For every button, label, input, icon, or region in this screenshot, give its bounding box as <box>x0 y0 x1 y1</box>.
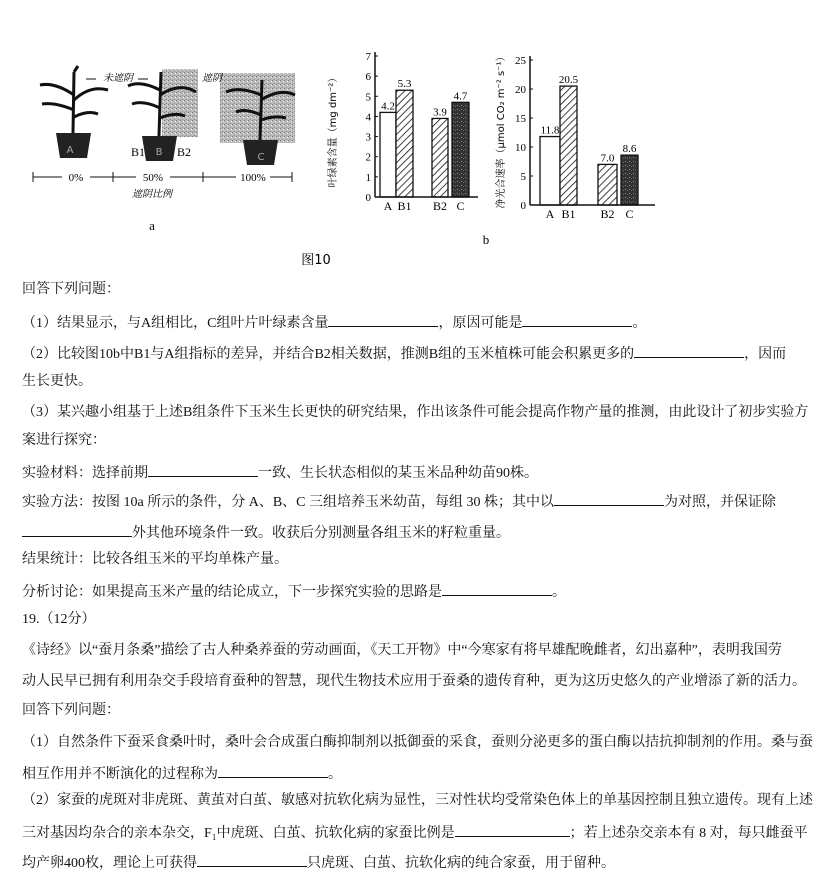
answer-blank[interactable] <box>148 462 258 477</box>
value-label: 4.2 <box>381 100 395 113</box>
value-label: 4.7 <box>453 90 468 103</box>
y-axis-label: 净光合速率（μmol CO₂ m⁻² s⁻¹） <box>496 51 507 209</box>
y-tick-label: 4 <box>365 111 371 124</box>
text-segment: ，原因可能是 <box>438 316 523 331</box>
text-segment: （3）某兴趣小组基于上述B组条件下玉米生长更快的研究结果，作出该条件可能会提高作物产量的推测，由此设计了初步实验方 <box>22 405 809 420</box>
answer-blank[interactable] <box>522 312 632 327</box>
b1-label: B1 <box>130 145 146 159</box>
y-tick-label: 3 <box>365 131 371 144</box>
text-line <box>22 462 817 483</box>
plant-a-icon <box>40 66 108 133</box>
text-line <box>22 792 817 810</box>
pot-label: A <box>66 145 74 156</box>
answer-blank[interactable] <box>442 581 552 596</box>
y-axis-label: 叶绿素含量（mg dm⁻²） <box>328 72 339 188</box>
text-line <box>22 551 817 569</box>
y-tick-label: 7 <box>365 51 371 63</box>
category-label: A <box>545 207 555 221</box>
y-tick-label: 5 <box>520 171 526 183</box>
ratio-label: 100% <box>240 172 266 184</box>
text-segment: 外其他环境条件一致。收获后分别测量各组玉米的籽粒重量。 <box>132 526 510 541</box>
text-segment: ；若上述杂交亲本有 8 对，每只雌蚕平 <box>569 826 808 841</box>
bar-b1 <box>396 90 413 197</box>
bar-b2 <box>598 164 617 205</box>
figure-10 <box>0 0 835 275</box>
pot-label: C <box>257 152 265 163</box>
text-segment: 案进行探究： <box>22 433 106 448</box>
category-label: B2 <box>432 199 448 213</box>
text-segment: 相互作用并不断演化的过程称为 <box>22 767 218 782</box>
text-line <box>22 491 817 512</box>
ratio-label: 50% <box>142 172 164 184</box>
y-tick-label: 6 <box>365 71 371 84</box>
bar-c <box>621 155 638 205</box>
text-segment: 生长更快。 <box>22 374 92 389</box>
full-shade-screen <box>220 73 295 143</box>
text-line <box>22 702 817 720</box>
text-segment: 回答下列问题： <box>22 282 120 297</box>
text-line <box>22 522 817 543</box>
text-line <box>22 852 817 873</box>
text-segment: （2）家蚕的虎斑对非虎斑、黄茧对白茧、敏感对抗软化病为显性，三对性状均受常染色体上的单基因控制且独立遗传。现有上述 <box>22 793 813 808</box>
y-tick-label: 1 <box>365 171 371 184</box>
y-tick-label: 10 <box>515 142 526 154</box>
chlorophyll-chart <box>326 51 478 213</box>
text-segment: 为对照，并保证除 <box>664 495 776 510</box>
y-tick-label: 20 <box>515 84 526 96</box>
text-segment: 。 <box>552 585 566 600</box>
text-line <box>22 343 817 364</box>
pot-a <box>56 133 91 158</box>
y-tick-label: 25 <box>515 55 526 67</box>
text-line <box>22 642 817 660</box>
category-label: B2 <box>600 207 615 221</box>
category-label: B1 <box>397 199 412 213</box>
text-line <box>22 581 817 602</box>
value-label: 8.6 <box>622 143 637 156</box>
answer-blank[interactable] <box>22 522 132 537</box>
y-tick-label: 2 <box>365 151 371 164</box>
category-label: C <box>625 207 634 221</box>
ratio-label: 0% <box>68 172 84 184</box>
text-segment: 一致、生长状态相似的某玉米品种幼苗90株。 <box>258 466 538 481</box>
category-label: B1 <box>561 207 576 221</box>
text-segment: 三对基因均杂合的亲本杂交，F₁中虎斑、白茧、抗软化病的家蚕比例是 <box>22 826 455 841</box>
value-label: 7.0 <box>600 152 615 165</box>
y-tick-label: 5 <box>365 91 371 104</box>
y-tick-label: 0 <box>365 192 371 204</box>
bar-a <box>380 112 396 197</box>
text-segment: （2）比较图10b中B1与A组指标的差异，并结合B2相关数据，推测B组的玉米植株可能会积累更多的 <box>22 347 635 362</box>
answer-blank[interactable] <box>554 491 664 506</box>
text-line <box>22 373 817 391</box>
text-segment: 。 <box>328 767 342 782</box>
answer-blank[interactable] <box>197 852 307 867</box>
text-segment: （1）结果显示，与A组相比，C组叶片叶绿素含量 <box>22 316 329 331</box>
text-segment: 回答下列问题： <box>22 703 120 718</box>
text-line <box>22 404 817 422</box>
answer-blank[interactable] <box>455 822 570 837</box>
category-label: A <box>383 199 393 213</box>
figure-caption: 图10 <box>301 253 331 268</box>
text-line <box>22 432 817 450</box>
text-line <box>22 611 817 629</box>
value-label: 11.8 <box>540 124 560 137</box>
text-segment: 实验材料：选择前期 <box>22 466 148 481</box>
answer-blank[interactable] <box>634 343 744 358</box>
y-tick-label: 0 <box>520 200 526 212</box>
value-label: 3.9 <box>433 106 447 119</box>
bar-b1 <box>560 86 577 205</box>
text-line <box>22 673 817 691</box>
text-segment: 《诗经》以“蚕月条桑”描绘了古人种桑养蚕的劳动画面，《天工开物》中“今寒家有将早雄配晚雌者，幻出嘉种”，表明我国劳 <box>22 643 782 658</box>
text-segment: （1）自然条件下蚕采食桑叶时，桑叶会合成蛋白酶抑制剂以抵御蚕的采食，蚕则分泌更多的蛋白酶以拮抗抑制剂的作用。桑与蚕 <box>22 735 813 750</box>
text-segment: 动人民早已拥有利用杂交手段培育蚕种的智慧，现代生物技术应用于蚕桑的遗传育种，更为这历史悠久的产业增添了新的活力。 <box>22 674 806 689</box>
half-shade-screen <box>162 69 198 137</box>
pot-label: B <box>155 147 163 158</box>
text-line <box>22 822 817 843</box>
value-label: 5.3 <box>397 78 412 91</box>
text-segment: 。 <box>632 316 647 331</box>
value-label: 20.5 <box>558 74 579 87</box>
y-tick-label: 15 <box>515 113 526 125</box>
text-segment: 19.（12分） <box>22 612 96 627</box>
text-line <box>22 763 817 784</box>
answer-blank[interactable] <box>218 763 328 778</box>
shaded-label: 遮阴 <box>202 73 222 84</box>
text-segment: 均产卵400枚，理论上可获得 <box>22 856 197 871</box>
text-line <box>22 734 817 752</box>
text-segment: 只虎斑、白茧、抗软化病的纯合家蚕，用于留种。 <box>307 856 615 871</box>
bar-a <box>540 137 560 205</box>
text-line <box>22 281 817 299</box>
bar-c <box>452 102 469 197</box>
panel-b-label: b <box>482 232 490 247</box>
answer-blank[interactable] <box>328 312 438 327</box>
category-label: C <box>456 199 465 213</box>
unshaded-label: 未遮阴 <box>103 73 133 84</box>
text-segment: 实验方法：按图 10a 所示的条件，分 A、B、C 三组培养玉米幼苗，每组 30 株；其中以 <box>22 495 554 510</box>
text-segment: ，因而 <box>744 347 787 362</box>
panel-a <box>33 66 295 233</box>
panel-a-label: a <box>149 218 155 233</box>
shade-ratio-title: 遮阴比例 <box>132 189 172 200</box>
photosynthesis-rate-chart <box>494 52 655 221</box>
text-line <box>22 312 817 333</box>
text-segment: 分析讨论：如果提高玉米产量的结论成立，下一步探究实验的思路是 <box>22 585 442 600</box>
b2-label: B2 <box>176 145 192 159</box>
text-segment: 结果统计：比较各组玉米的平均单株产量。 <box>22 552 288 567</box>
bar-b2 <box>432 118 448 197</box>
